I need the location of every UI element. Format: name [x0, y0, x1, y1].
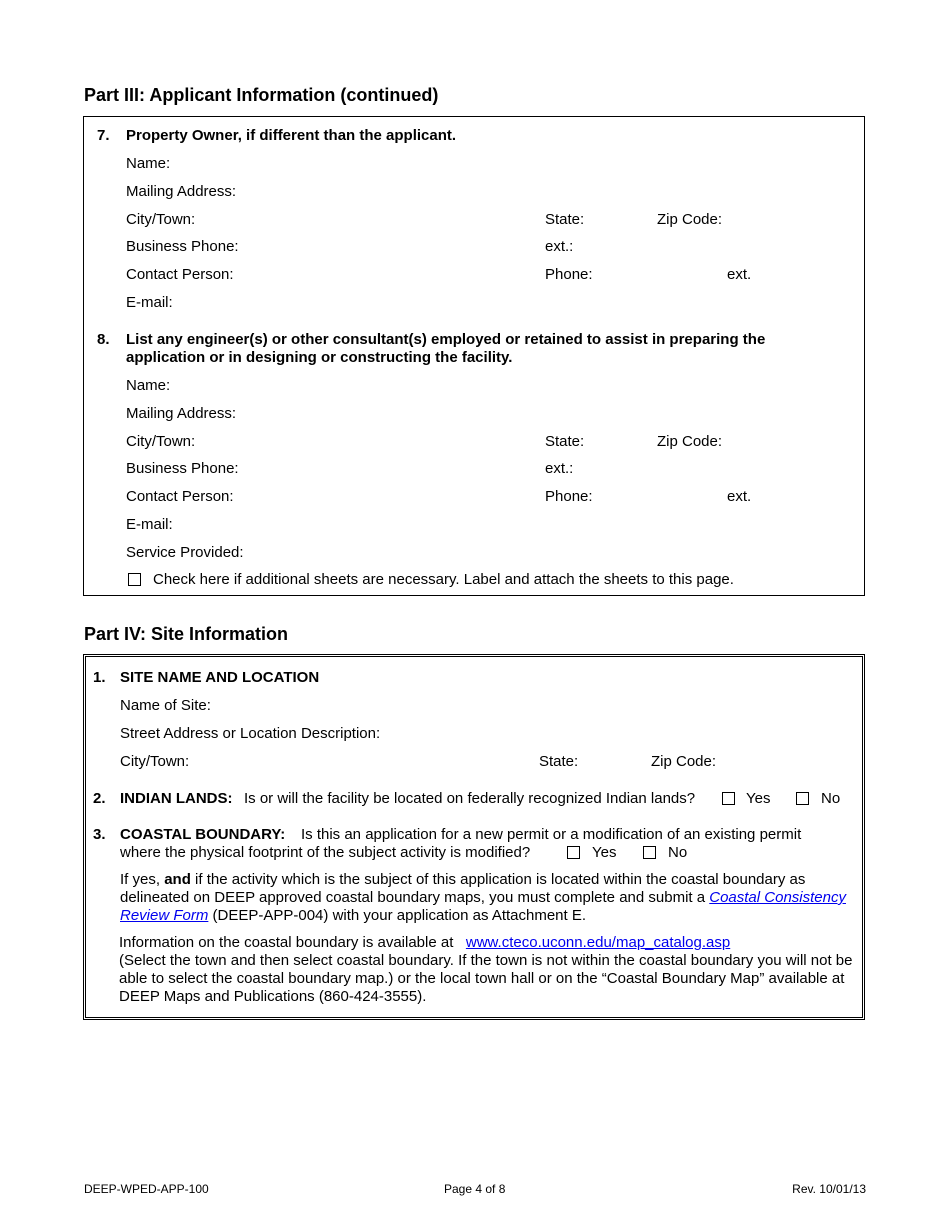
q8-state-label: State:	[545, 433, 585, 450]
q8-contact-label: Contact Person:	[126, 488, 234, 505]
site-q1-title: SITE NAME AND LOCATION	[120, 669, 320, 686]
p1-mid: if the activity which is the subject of this application is located within the coastal boundary as delineated on DEEP approved coastal boundary maps, you must complete and submit a	[120, 871, 806, 906]
q7-contact-phone-label: Phone:	[545, 266, 593, 283]
q8-ext-label: ext.:	[545, 460, 574, 477]
site-q2-number: 2.	[93, 790, 106, 807]
q7-city-label: City/Town:	[126, 211, 196, 228]
q7-title: Property Owner, if different than the applicant.	[126, 127, 457, 144]
q7-state-label: State:	[545, 211, 585, 228]
q7-mailing-label: Mailing Address:	[126, 183, 237, 200]
property-owner-consultant-box	[83, 116, 865, 596]
indian-lands-title: INDIAN LANDS:	[120, 790, 233, 807]
coastal-consistency-paragraph	[120, 871, 860, 925]
q8-email-label: E-mail:	[126, 516, 173, 533]
q7-ext-label: ext.:	[545, 238, 574, 255]
q7-zip-label: Zip Code:	[657, 211, 723, 228]
q7-business-phone-label: Business Phone:	[126, 238, 239, 255]
indian-lands-question: Is or will the facility be located on federally recognized Indian lands?	[244, 790, 696, 807]
site-name-label: Name of Site:	[120, 697, 211, 714]
indian-lands-no-checkbox[interactable]	[796, 790, 809, 808]
coastal-no-label: No	[668, 844, 688, 861]
p1-end: (DEEP-APP-004) with your application as Attachment E.	[208, 907, 587, 924]
q7-email-label: E-mail:	[126, 294, 173, 311]
q8-business-phone-label: Business Phone:	[126, 460, 239, 477]
q8-title-line1: List any engineer(s) or other consultant(s) employed or retained to assist in preparing the	[126, 331, 766, 348]
q8-city-label: City/Town:	[126, 433, 196, 450]
q8-contact-phone-label: Phone:	[545, 488, 593, 505]
indian-lands-yes-checkbox[interactable]	[722, 790, 735, 808]
coastal-boundary-info-paragraph	[119, 934, 859, 1006]
indian-lands-yes-label: Yes	[746, 790, 771, 807]
q7-contact-label: Contact Person:	[126, 266, 234, 283]
p1-and: and	[164, 871, 191, 888]
site-q1-number: 1.	[93, 669, 106, 686]
coastal-yes-label: Yes	[592, 844, 617, 861]
q8-number: 8.	[97, 331, 110, 348]
site-zip-label: Zip Code:	[651, 753, 717, 770]
coastal-question-line2: where the physical footprint of the subject activity is modified?	[120, 844, 531, 861]
coastal-consistency-form-link[interactable]: Coastal Consistency Review Form	[120, 889, 846, 924]
site-q3-number: 3.	[93, 826, 106, 843]
part4-title: Part IV: Site Information	[84, 624, 289, 644]
additional-sheets-label: Check here if additional sheets are necessary. Label and attach the sheets to this page.	[153, 571, 734, 588]
cteco-map-catalog-link[interactable]: www.cteco.uconn.edu/map_catalog.asp	[465, 934, 731, 951]
footer-revision: Rev. 10/01/13	[792, 1182, 866, 1196]
part3-title: Part III: Applicant Information (continued)	[84, 85, 439, 105]
q8-service-label: Service Provided:	[126, 544, 244, 561]
p2-rest: (Select the town and then select coastal boundary. If the town is not within the coastal boundary you will not be able to select the coastal boundary map.) or the local town hall or on the “Coastal Boundary Map” available at DEEP Maps and Publications (860-424-3555).	[119, 952, 853, 1005]
coastal-question-line1: Is this an application for a new permit or a modification of an existing permit	[301, 826, 802, 843]
p1-start: If yes,	[120, 871, 165, 888]
site-state-label: State:	[539, 753, 579, 770]
coastal-no-checkbox[interactable]	[643, 844, 656, 862]
footer-form-id: DEEP-WPED-APP-100	[84, 1182, 209, 1196]
site-address-label: Street Address or Location Description:	[120, 725, 381, 742]
q8-zip-label: Zip Code:	[657, 433, 723, 450]
q8-name-label: Name:	[126, 377, 171, 394]
q7-name-label: Name:	[126, 155, 171, 172]
p2-start: Information on the coastal boundary is available at	[119, 934, 454, 951]
coastal-boundary-title: COASTAL BOUNDARY:	[120, 826, 286, 843]
site-city-label: City/Town:	[120, 753, 190, 770]
additional-sheets-checkbox[interactable]	[128, 571, 141, 589]
q7-number: 7.	[97, 127, 110, 144]
q8-title-line2: application or in designing or constructing the facility.	[126, 349, 513, 366]
site-information-box	[83, 654, 865, 1020]
footer-page-number: Page 4 of 8	[444, 1182, 506, 1196]
indian-lands-no-label: No	[821, 790, 841, 807]
q8-mailing-label: Mailing Address:	[126, 405, 237, 422]
q7-contact-ext-label: ext.	[727, 266, 752, 283]
q8-contact-ext-label: ext.	[727, 488, 752, 505]
coastal-yes-checkbox[interactable]	[567, 844, 580, 862]
